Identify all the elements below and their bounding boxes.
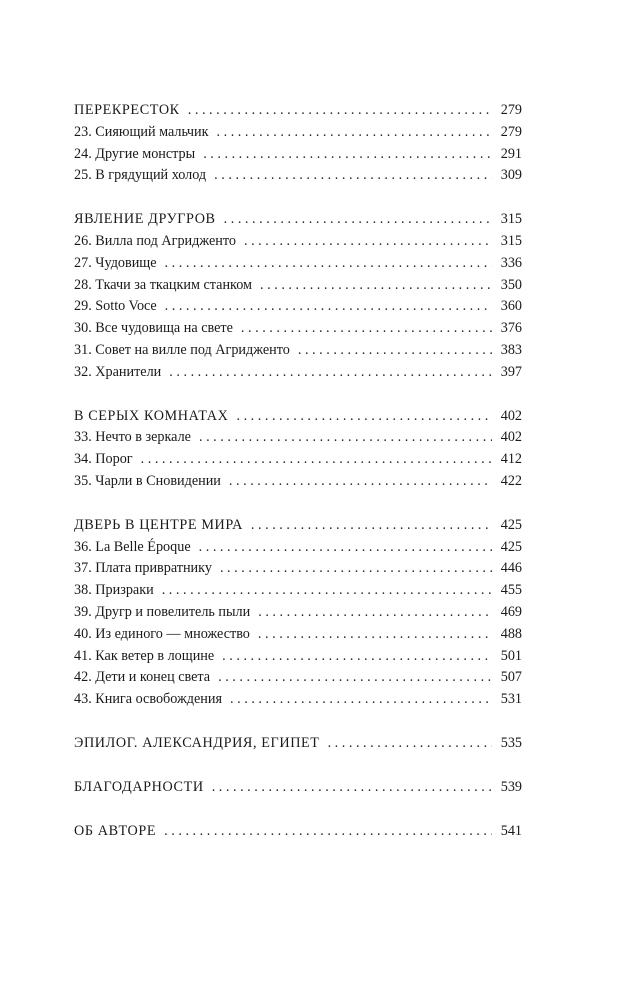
toc-page-number: 539 (500, 778, 522, 795)
toc-entry[interactable] (74, 624, 522, 646)
toc-entry-label: 42. Дети и конец света (74, 669, 211, 686)
dot-leader (217, 122, 492, 144)
toc-section-acknowledgements (74, 777, 522, 799)
toc-page-number: 397 (500, 363, 522, 380)
dot-leader (165, 296, 492, 318)
toc-heading[interactable] (74, 515, 522, 537)
toc-entry-label: 43. Книга освобождения (74, 691, 223, 708)
toc-page-number: 412 (500, 451, 522, 468)
dot-leader (220, 558, 492, 580)
dot-leader (218, 667, 492, 689)
dot-leader (230, 689, 492, 711)
toc-entry[interactable] (74, 646, 522, 668)
toc-entry-label: 27. Чудовище (74, 254, 157, 271)
toc-heading[interactable] (74, 100, 522, 122)
toc-entry-label: 28. Ткачи за ткацким станком (74, 276, 253, 293)
toc-page-number: 383 (500, 341, 522, 358)
toc-entry[interactable] (74, 231, 522, 253)
dot-leader (236, 406, 492, 428)
toc-entry-label: 32. Хранители (74, 363, 162, 380)
toc-page-number: 425 (500, 516, 522, 533)
toc-entry[interactable] (74, 253, 522, 275)
toc-heading-label: ПЕРЕКРЕСТОК (74, 102, 180, 118)
toc-page-number: 425 (500, 538, 522, 555)
toc-entry[interactable] (74, 602, 522, 624)
dot-leader (241, 318, 492, 340)
dot-leader (244, 231, 492, 253)
dot-leader (162, 580, 492, 602)
toc-entry-label: 24. Другие монстры (74, 145, 196, 162)
toc-section-epilogue (74, 733, 522, 755)
dot-leader (224, 209, 492, 231)
toc-entry[interactable] (74, 275, 522, 297)
toc-heading-label: В СЕРЫХ КОМНАТАХ (74, 407, 229, 424)
toc-page-number: 402 (500, 429, 522, 446)
toc-entry[interactable] (74, 144, 522, 166)
dot-leader (199, 427, 492, 449)
toc-heading-label: ОБ АВТОРЕ (74, 822, 157, 839)
dot-leader (165, 253, 492, 275)
toc-entry-label: 38. Призраки (74, 582, 154, 599)
toc-entry-label: 34. Порог (74, 451, 133, 468)
toc-entry-label: 36. La Belle Époque (74, 538, 191, 555)
table-of-contents (74, 100, 522, 864)
toc-page-number: 402 (500, 407, 522, 424)
toc-heading[interactable] (74, 777, 522, 799)
toc-page-number: 446 (500, 560, 522, 577)
toc-page-number: 360 (500, 298, 522, 315)
toc-page-number: 336 (500, 254, 522, 271)
toc-entry[interactable] (74, 667, 522, 689)
toc-entry[interactable] (74, 558, 522, 580)
toc-entry[interactable] (74, 165, 522, 187)
toc-page-number: 469 (500, 603, 522, 620)
toc-section-about-author (74, 821, 522, 843)
toc-entry-label: 25. В грядущий холод (74, 167, 207, 184)
dot-leader (251, 515, 492, 537)
toc-entry-label: 37. Плата привратнику (74, 560, 212, 577)
toc-page-number: 455 (500, 582, 522, 599)
toc-entry[interactable] (74, 362, 522, 384)
dot-leader (222, 646, 492, 668)
dot-leader (141, 449, 492, 471)
toc-page-number: 501 (500, 647, 522, 664)
toc-page-number: 488 (500, 625, 522, 642)
dot-leader (212, 777, 492, 799)
toc-page-number: 291 (500, 145, 522, 162)
toc-entry-label: 33. Нечто в зеркале (74, 429, 191, 446)
toc-entry[interactable] (74, 689, 522, 711)
toc-page-number: 350 (500, 276, 522, 293)
toc-entry[interactable] (74, 296, 522, 318)
dot-leader (298, 340, 492, 362)
toc-entry-label: 40. Из единого — множество (74, 625, 250, 642)
toc-page-number: 279 (500, 102, 522, 118)
toc-heading[interactable] (74, 821, 522, 843)
dot-leader (214, 165, 492, 187)
toc-heading-label: ЯВЛЕНИЕ ДРУГРОВ (74, 211, 216, 228)
toc-entry-label: 35. Чарли в Сновидении (74, 472, 221, 489)
toc-section-drugrs (74, 209, 522, 383)
toc-entry[interactable] (74, 318, 522, 340)
toc-heading-label: ДВЕРЬ В ЦЕНТРЕ МИРА (74, 516, 243, 533)
toc-entry[interactable] (74, 580, 522, 602)
dot-leader (188, 100, 492, 122)
toc-entry-label: 30. Все чудовища на свете (74, 320, 233, 337)
toc-heading[interactable] (74, 209, 522, 231)
toc-heading-label: БЛАГОДАРНОСТИ (74, 778, 204, 795)
toc-entry-label: 39. Другр и повелитель пыли (74, 603, 251, 620)
dot-leader (199, 537, 492, 559)
toc-page-number: 315 (500, 232, 522, 249)
toc-page-number: 535 (500, 734, 522, 751)
toc-entry-label: 41. Как ветер в лощине (74, 647, 215, 664)
toc-page-number: 422 (500, 472, 522, 489)
toc-page-number: 507 (500, 669, 522, 686)
toc-entry-label: 31. Совет на вилле под Агридженто (74, 341, 290, 358)
toc-heading[interactable] (74, 733, 522, 755)
dot-leader (258, 602, 492, 624)
toc-page-number: 315 (500, 211, 522, 228)
toc-section-grey-rooms (74, 406, 522, 493)
toc-entry[interactable] (74, 427, 522, 449)
dot-leader (169, 362, 492, 384)
dot-leader (164, 821, 492, 843)
toc-heading-label: ЭПИЛОГ. АЛЕКСАНДРИЯ, ЕГИПЕТ (74, 734, 320, 751)
toc-entry[interactable] (74, 471, 522, 493)
dot-leader (203, 144, 492, 166)
toc-page-number: 309 (500, 167, 522, 184)
toc-entry[interactable] (74, 340, 522, 362)
toc-entry[interactable] (74, 537, 522, 559)
toc-entry[interactable] (74, 449, 522, 471)
toc-page-number: 531 (500, 691, 522, 708)
toc-entry-label: 26. Вилла под Агридженто (74, 232, 236, 249)
toc-page-number: 279 (500, 123, 522, 140)
dot-leader (258, 624, 492, 646)
toc-entry-label: 29. Sotto Voce (74, 298, 157, 315)
toc-entry[interactable] (74, 122, 522, 144)
toc-page-number: 376 (500, 320, 522, 337)
toc-page-number: 541 (500, 822, 522, 839)
toc-section-crossroads (74, 100, 522, 187)
toc-section-door-center (74, 515, 522, 711)
dot-leader (328, 733, 492, 755)
dot-leader (229, 471, 492, 493)
toc-heading[interactable] (74, 406, 522, 428)
dot-leader (260, 275, 492, 297)
toc-entry-label: 23. Сияющий мальчик (74, 123, 209, 140)
